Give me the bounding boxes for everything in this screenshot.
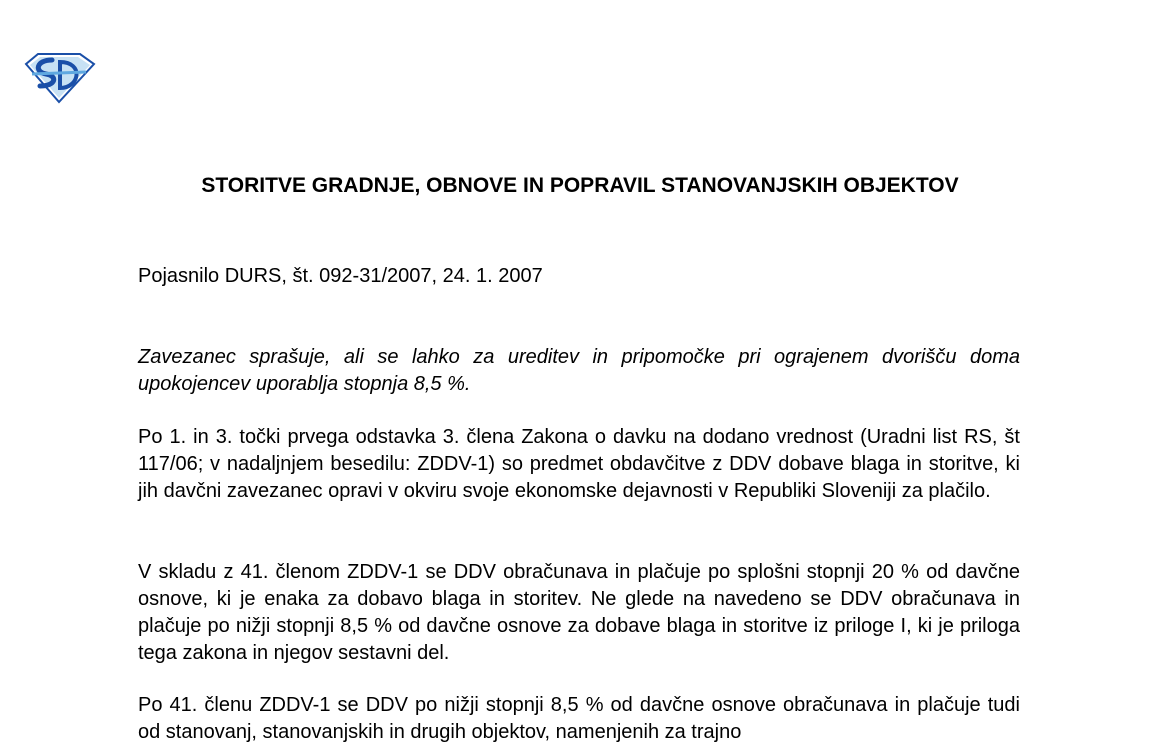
question-paragraph: Zavezanec sprašuje, ali se lahko za ureditev in pripomočke pri ograjenem dvorišču doma upokojencev uporablja stopnja 8,5 %.	[138, 346, 1020, 395]
document-title: STORITVE GRADNJE, OBNOVE IN POPRAVIL STANOVANJSKIH OBJEKTOV	[201, 174, 959, 197]
body-paragraph: Po 41. členu ZDDV-1 se DDV po nižji stopnji 8,5 % od davčne osnove obračunava in plačuje tudi od stanovanj, stanovanjskih in drugih objektov, namenjenih za trajno	[138, 694, 1020, 743]
body-paragraph: V skladu z 41. členom ZDDV-1 se DDV obračunava in plačuje po splošni stopnji 20 % od davčne osnove, ki je enaka za dobavo blaga in storitev. Ne glede na navedeno se DDV obračunava in plačuje po nižji stopnji 8,5 % od davčne osnove za dobave blaga in storitve iz priloge I, ki je priloga tega zakona in njegov sestavni del.	[138, 561, 1020, 664]
company-logo-icon	[22, 50, 96, 104]
reference-line: Pojasnilo DURS, št. 092-31/2007, 24. 1. 2007	[138, 265, 543, 287]
body-paragraph: Po 1. in 3. točki prvega odstavka 3. člena Zakona o davku na dodano vrednost (Uradni list RS, št 117/06; v nadaljnjem besedilu: ZDDV-1) so predmet obdavčitve z DDV dobave blaga in storitve, ki jih davčni zavezanec opravi v okviru svoje ekonomske dejavnosti v Republiki Sloveniji za plačilo.	[138, 426, 1020, 502]
